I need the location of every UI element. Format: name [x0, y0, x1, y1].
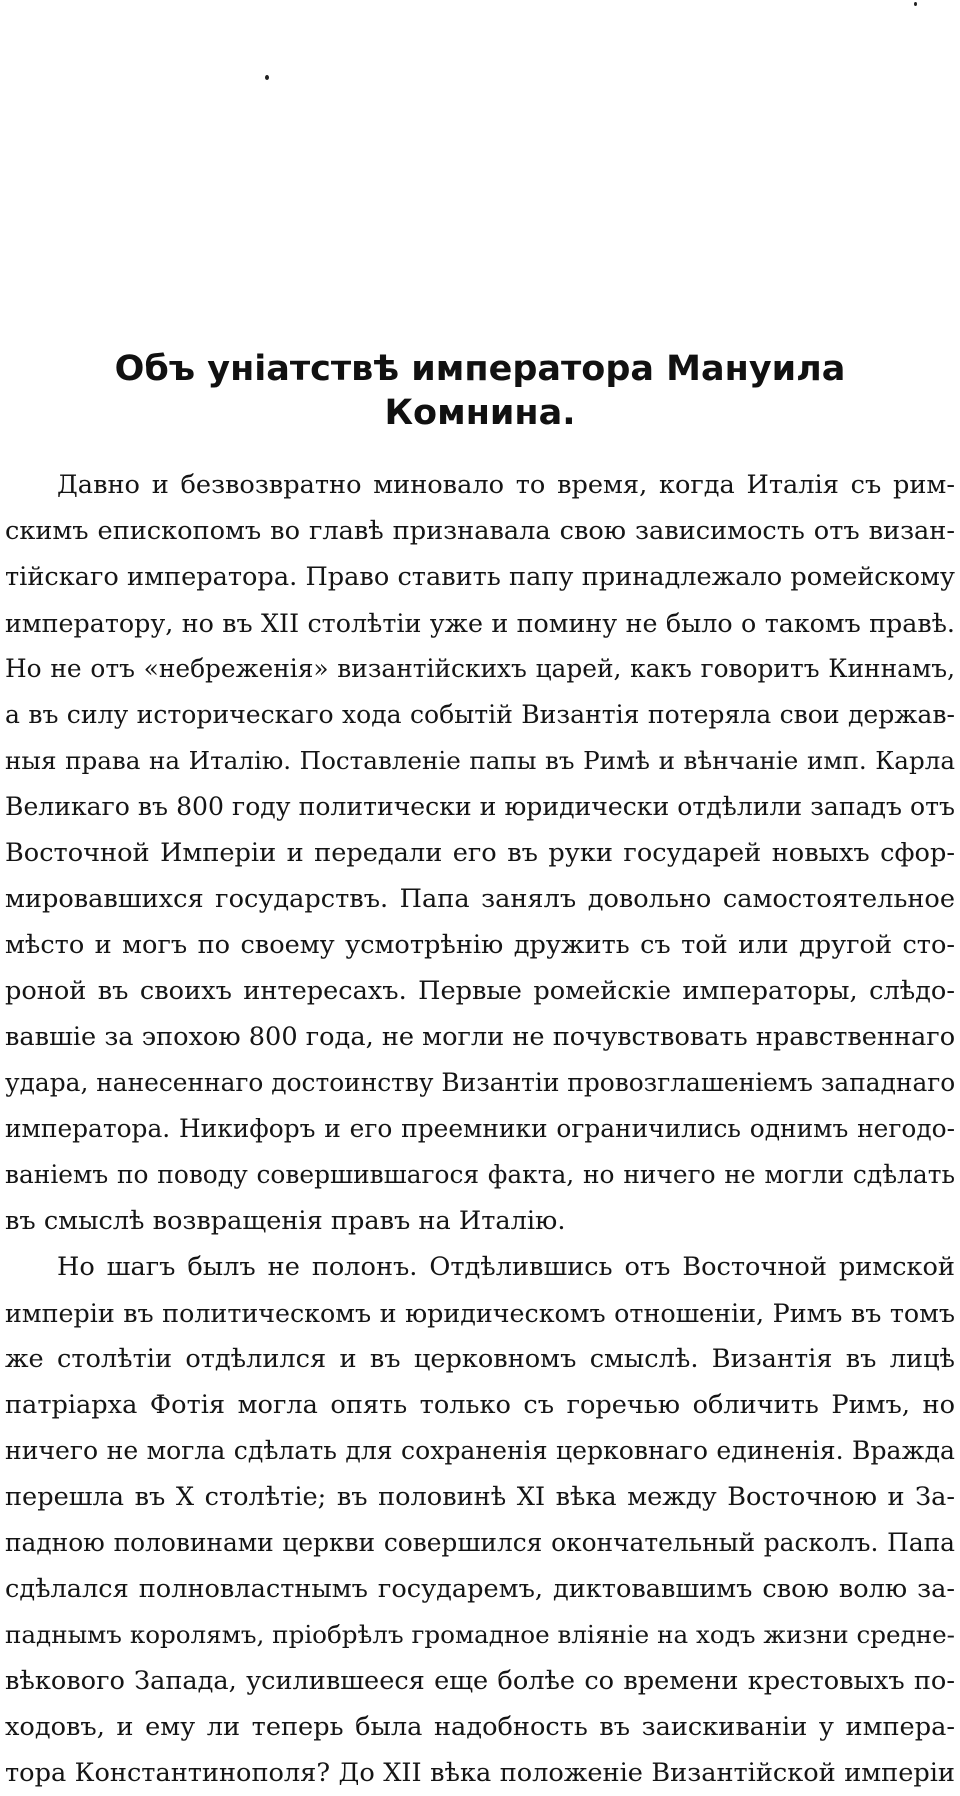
text-line: ваніемъ по поводу совершившагося факта, но ничего не могли сдѣлать	[5, 1160, 955, 1189]
text-line: скимъ епископомъ во главѣ признавала свою зависимость отъ визан-	[5, 516, 955, 546]
text-line: императору, но въ XII столѣтіи уже и помину не было о такомъ правѣ.	[5, 608, 955, 638]
text-line: Но шагъ былъ не полонъ. Отдѣлившись отъ Восточной римской	[57, 1252, 955, 1282]
text-line: въ смыслѣ возвращенія правъ на Италію.	[5, 1206, 566, 1236]
text-line: мировавшихся государствъ. Папа занялъ довольно самостоятельное	[5, 884, 955, 914]
paragraph-1	[5, 462, 955, 1244]
text-line: роной въ своихъ интересахъ. Первые ромейскіе императоры, слѣдо-	[5, 976, 955, 1006]
text-line: сдѣлался полновластнымъ государемъ, диктовавшимъ свою волю за-	[5, 1574, 955, 1604]
text-line: вавшіе за эпохою 800 года, не могли не почувствовать нравственнаго	[5, 1022, 955, 1052]
text-line: ныя права на Италію. Поставленіе папы въ Римѣ и вѣнчаніе имп. Карла	[5, 746, 955, 775]
paragraph-2	[5, 1244, 955, 1796]
article-title	[30, 347, 930, 435]
text-line: Давно и безвозвратно миновало то время, когда Италія съ рим-	[57, 470, 955, 500]
text-line: императора. Никифоръ и его преемники ограничились однимъ негодо-	[5, 1114, 955, 1143]
text-line: вѣкового Запада, усилившееся еще болѣе со времени крестовыхъ по-	[5, 1666, 955, 1696]
text-line: имперіи въ политическомъ и юридическомъ отношеніи, Римъ въ томъ	[5, 1298, 955, 1328]
text-line: Великаго въ 800 году политически и юридически отдѣлили западъ отъ	[5, 792, 955, 821]
text-line: тора Константинополя? До XII вѣка положеніе Византійской имперіи	[5, 1758, 955, 1788]
text-line: же столѣтіи отдѣлился и въ церковномъ смыслѣ. Византія въ лицѣ	[5, 1344, 955, 1374]
text-line: падною половинами церкви совершился окончательный расколъ. Папа	[5, 1528, 955, 1557]
text-line: патріарха Фотія могла опять только съ горечью обличить Римъ, но	[5, 1390, 955, 1420]
ink-speck	[265, 75, 269, 80]
title-line-1: Объ уніатствѣ императора Мануила	[114, 349, 846, 389]
ink-speck	[914, 2, 917, 6]
text-line: паднымъ королямъ, пріобрѣлъ громадное вліяніе на ходъ жизни средне-	[5, 1620, 955, 1649]
text-line: ходовъ, и ему ли теперь была надобность въ заискиваніи у импера-	[5, 1712, 955, 1742]
text-line: перешла въ X столѣтіе; въ половинѣ XI вѣка между Восточною и За-	[5, 1482, 955, 1512]
text-line: а въ силу историческаго хода событій Византія потеряла свои держав-	[5, 700, 955, 729]
text-line: Но не отъ «небреженія» византійскихъ царей, какъ говоритъ Киннамъ,	[5, 654, 955, 683]
text-line: удара, нанесеннаго достоинству Византіи провозглашеніемъ западнаго	[5, 1068, 955, 1097]
text-line: Восточной Имперіи и передали его въ руки государей новыхъ сфор-	[5, 838, 955, 868]
article-body	[5, 462, 955, 1796]
text-line: мѣсто и могъ по своему усмотрѣнію дружить съ той или другой сто-	[5, 930, 955, 960]
text-line: тійскаго императора. Право ставить папу принадлежало ромейскому	[5, 562, 955, 592]
text-line: ничего не могла сдѣлать для сохраненія церковнаго единенія. Вражда	[5, 1436, 955, 1465]
title-line-2: Комнина.	[384, 393, 576, 433]
